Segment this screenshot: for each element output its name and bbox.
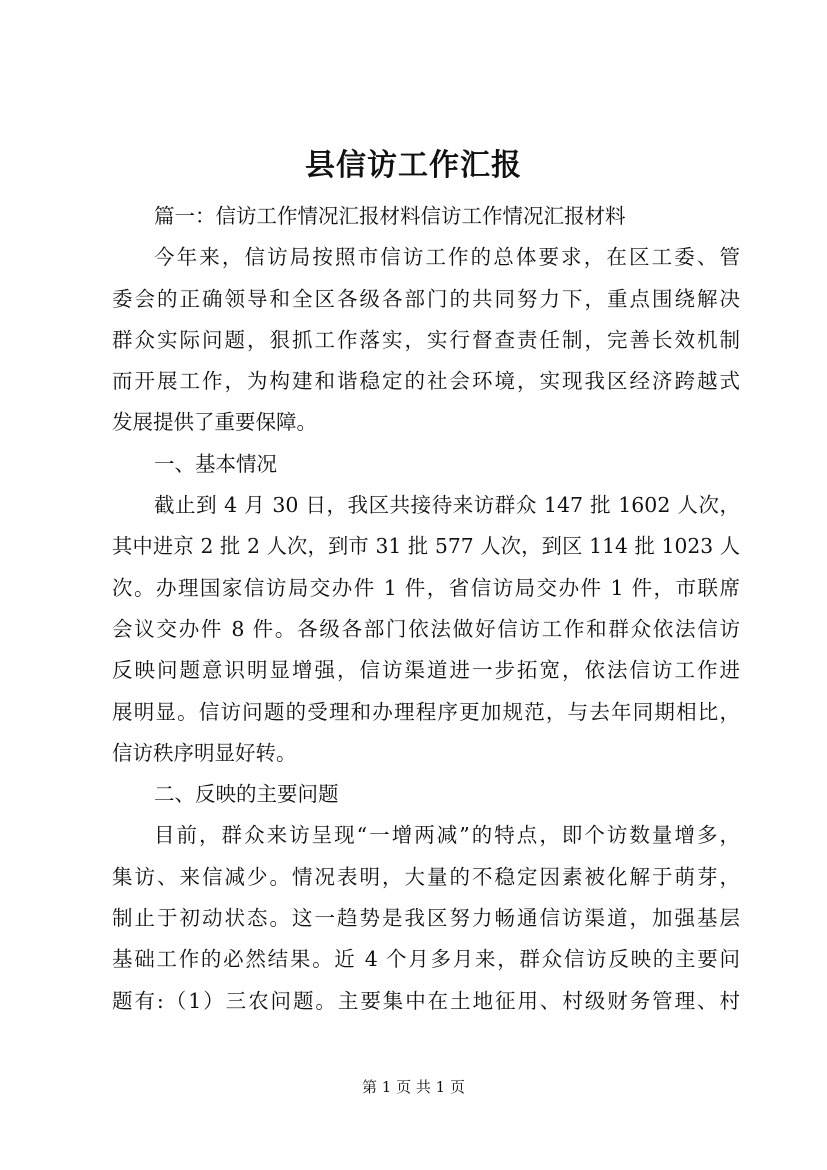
paragraph-line: 今年来，信访局按照市信访工作的总体要求，在区工委、管	[154, 245, 740, 270]
paragraph-line: 制止于初动状态。这一趋势是我区努力畅通信访渠道，加强基层	[112, 906, 740, 931]
paragraph-line: 截止到 4 月 30 日，我区共接待来访群众 147 批 1602 人次，	[154, 493, 740, 518]
section-heading: 二、反映的主要问题	[154, 782, 339, 807]
paragraph-line: 目前，群众来访呈现“一增两减”的特点，即个访数量增多，	[154, 823, 740, 848]
paragraph-line: 信访秩序明显好转。	[112, 740, 297, 765]
paragraph-line: 而开展工作，为构建和谐稳定的社会环境，实现我区经济跨越式	[112, 369, 740, 394]
document-body	[112, 196, 740, 1022]
paragraph-line: 会议交办件 8 件。各级各部门依法做好信访工作和群众依法信访	[112, 616, 740, 641]
paragraph-line: 其中进京 2 批 2 人次，到市 31 批 577 人次，到区 114 批 1023 人	[112, 534, 740, 559]
paragraph-line: 基础工作的必然结果。近 4 个月多月来，群众信访反映的主要问	[112, 947, 740, 972]
paragraph-line: 展明显。信访问题的受理和办理程序更加规范，与去年同期相比，	[112, 699, 740, 724]
paragraph-line: 题有:（1）三农问题。主要集中在土地征用、村级财务管理、村	[112, 988, 740, 1013]
paragraph-line: 发展提供了重要保障。	[112, 410, 317, 435]
section-heading: 一、基本情况	[154, 451, 277, 476]
section-heading: 篇一：信访工作情况汇报材料信访工作情况汇报材料	[154, 204, 626, 228]
paragraph-line: 次。办理国家信访局交办件 1 件，省信访局交办件 1 件，市联席	[112, 575, 740, 600]
page-number: 第 1 页 共 1 页	[362, 1078, 465, 1096]
document-title: 县信访工作汇报	[305, 148, 522, 183]
paragraph-line: 集访、来信减少。情况表明，大量的不稳定因素被化解于萌芽，	[112, 864, 740, 889]
paragraph-line: 反映问题意识明显增强，信访渠道进一步拓宽，依法信访工作进	[112, 658, 740, 683]
paragraph-line: 群众实际问题，狠抓工作落实，实行督查责任制，完善长效机制	[112, 327, 740, 352]
paragraph-line: 委会的正确领导和全区各级各部门的共同努力下，重点围绕解决	[112, 286, 740, 311]
